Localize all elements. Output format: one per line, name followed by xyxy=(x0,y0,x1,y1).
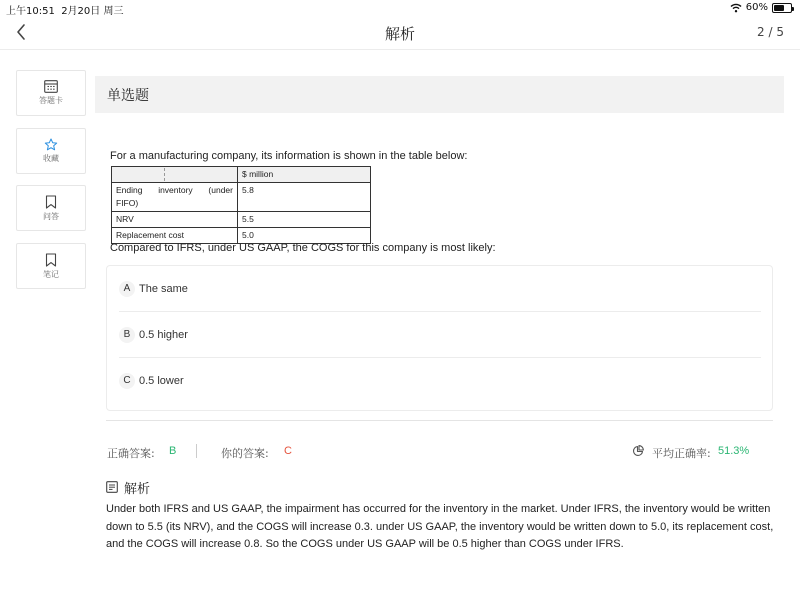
option-b[interactable] xyxy=(119,312,761,358)
document-icon xyxy=(106,481,118,493)
option-letter: C xyxy=(119,373,135,389)
table-cell-word: Ending xyxy=(116,185,143,195)
wifi-icon xyxy=(730,3,742,13)
answer-result xyxy=(107,445,292,461)
nav-bar xyxy=(0,16,800,50)
accuracy-value: 51.3% xyxy=(718,445,750,457)
table-row-value: 5.5 xyxy=(238,212,371,228)
correct-answer: B xyxy=(169,445,177,457)
table-row-value: 5.8 xyxy=(238,183,371,212)
table-header-unit: $ million xyxy=(238,167,371,183)
battery-icon xyxy=(772,3,792,13)
answer-card-label: 答题卡 xyxy=(39,96,63,105)
table-row xyxy=(112,212,371,228)
option-text: 0.5 higher xyxy=(139,329,188,341)
table-row-label: NRV xyxy=(112,212,238,228)
favorite-button[interactable] xyxy=(16,128,86,174)
divider xyxy=(106,420,773,421)
question-prompt: Compared to IFRS, under US GAAP, the COGS for this company is most likely: xyxy=(110,242,496,254)
notes-button[interactable] xyxy=(16,243,86,289)
analysis-title: 解析 xyxy=(124,482,151,497)
correct-answer-label: 正确答案: xyxy=(107,447,155,460)
table-cell-word: FIFO) xyxy=(116,198,139,208)
pie-chart-icon xyxy=(632,445,644,457)
page-title: 解析 xyxy=(384,25,415,43)
table-header-empty xyxy=(112,167,238,183)
option-c[interactable] xyxy=(119,358,761,404)
table-cell-word: (under xyxy=(208,185,233,195)
option-a[interactable] xyxy=(119,266,761,312)
battery-percent: 60% xyxy=(745,2,768,13)
table-row-label-line xyxy=(116,184,233,197)
table-row-label xyxy=(112,183,238,212)
answer-card-button[interactable] xyxy=(16,70,86,116)
battery-fill xyxy=(774,5,784,11)
clock-time: 上午10:51 xyxy=(6,6,55,17)
question-stem: For a manufacturing company, its information is shown in the table below: xyxy=(110,150,468,162)
answer-card-icon xyxy=(44,80,58,93)
star-icon xyxy=(44,138,58,151)
bookmark-icon xyxy=(45,195,57,209)
option-letter: A xyxy=(119,281,135,297)
table-cell-word: inventory xyxy=(158,185,193,195)
qa-button[interactable] xyxy=(16,185,86,231)
your-answer-label: 你的答案: xyxy=(221,447,269,460)
notes-label: 笔记 xyxy=(43,270,59,279)
table-row-label: Replacement cost xyxy=(112,228,238,244)
option-text: The same xyxy=(139,283,188,295)
qa-label: 问答 xyxy=(43,212,59,221)
option-letter: B xyxy=(119,327,135,343)
table-header-row xyxy=(112,167,371,183)
table-row-value: 5.0 xyxy=(238,228,371,244)
info-table xyxy=(111,166,371,244)
divider xyxy=(196,444,197,458)
analysis-text: Under both IFRS and US GAAP, the impairment has occurred for the inventory in the market. Under IFRS, the inventory would be written down to 5.5 (its NRV), and the COGS will increase 0.3. under US GAAP, the inventory would be written down to 5.0, its replacement cost, and the COGS will increase 0.8. So the COGS under US GAAP will be 0.5 higher than COGS under IFRS. xyxy=(106,503,774,550)
status-time xyxy=(6,2,123,17)
status-bar xyxy=(0,0,800,16)
status-right xyxy=(730,2,792,13)
question-counter: 2 / 5 xyxy=(757,25,784,39)
table-row xyxy=(112,183,371,212)
question-type: 单选题 xyxy=(107,88,149,104)
options-card xyxy=(106,265,773,411)
question-type-header xyxy=(95,76,784,113)
your-answer: C xyxy=(284,445,292,457)
favorite-label: 收藏 xyxy=(43,154,59,163)
option-text: 0.5 lower xyxy=(139,375,184,387)
accuracy-label: 平均正确率: xyxy=(652,447,711,460)
clock-date: 2月20日 周三 xyxy=(61,6,124,17)
bookmark-icon xyxy=(45,253,57,267)
